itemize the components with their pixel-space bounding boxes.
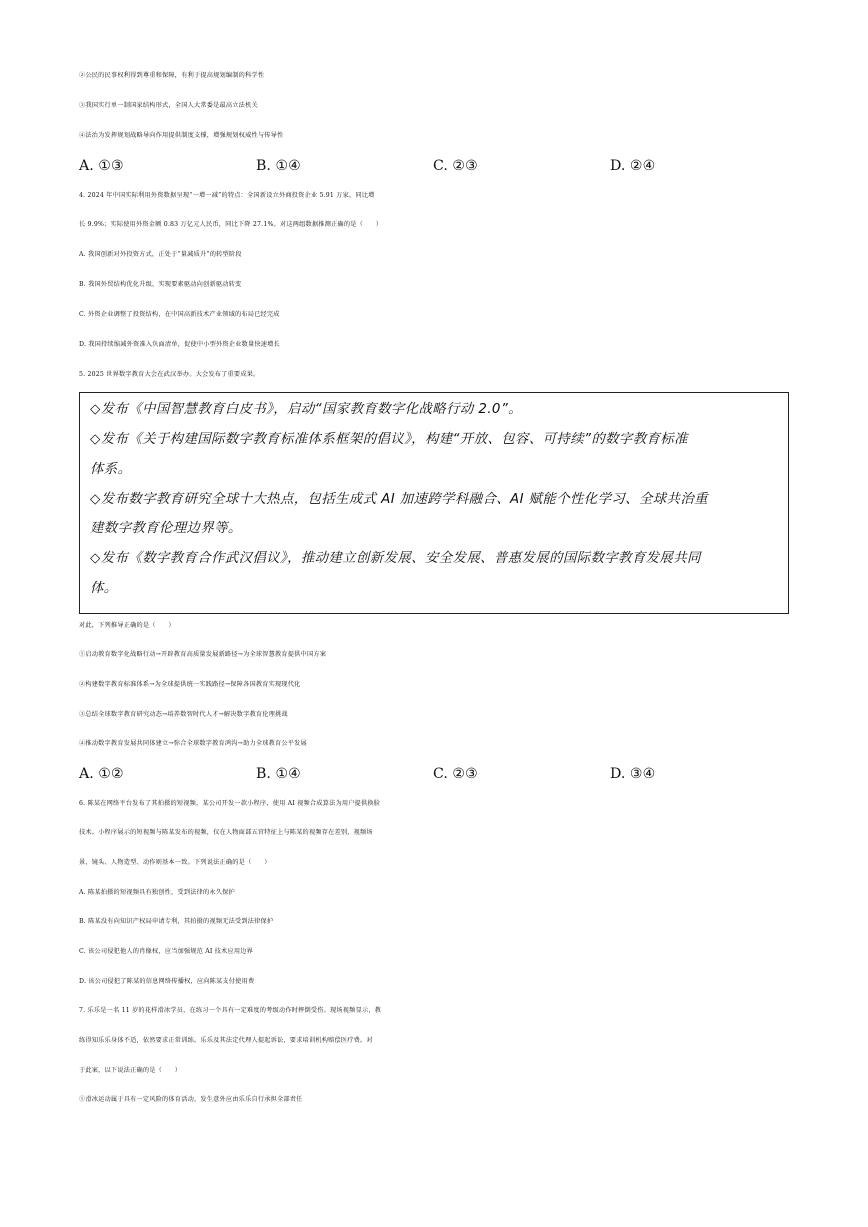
q3-option-d[interactable]: D. ②④ [610,158,656,174]
q5-statement-3: ③总结全球数字教育研究动态→培养数智时代人才→解决数字教育伦理挑战 [79,711,288,718]
q5-box-line-3: 体系。 [90,462,132,477]
q6-stem-line-2: 技术。小程序展示的短视频与陈某发布的视频，仅在人物面部五官特征上与陈某的视频存在差别，视频场 [79,829,373,836]
q3-statement-4: ④法治为发挥规划战略导向作用提供制度支撑，增强规划权威性与传导性 [79,132,284,139]
q4-stem-line-2: 长 9.9%；实际使用外资金额 0.83 万亿元人民币，同比下降 27.1%。对这两组数据推测正确的是（ ） [79,221,383,228]
q3-statement-3: ③我国实行单一制国家结构形式，全国人大常委是最高立法机关 [79,102,258,109]
q4-stem-line-1: 4. 2024 年中国实际利用外资数据呈现“一增一减”的特点：全国新设立外商投资企业 5.91 万家，同比增 [79,192,375,199]
q3-options [79,156,799,176]
q7-stem-line-2: 练得知乐乐身体不适，依然要求正常训练。乐乐及其法定代理人提起诉讼，要求培训机构赔偿医疗费。对 [79,1037,373,1044]
q4-option-a[interactable]: A. 我国创新对外投资方式，正处于“量减质升”的转型阶段 [79,251,242,258]
q3-option-a[interactable]: A. ①③ [79,158,124,174]
q5-material-box [79,392,789,614]
q5-option-c[interactable]: C. ②③ [433,766,478,782]
q5-statement-4: ④推动数字教育发展共同体建立→弥合全球数字教育鸿沟→助力全球教育公平发展 [79,740,307,747]
q3-option-c[interactable]: C. ②③ [433,158,478,174]
q5-box-line-1: ◇发布《中国智慧教育白皮书》，启动“国家教育数字化战略行动 2.0”。 [90,402,522,417]
q4-option-b[interactable]: B. 我国外贸结构优化升级，实现要素驱动向创新驱动转变 [79,281,242,288]
q4-option-d[interactable]: D. 我国持续缩减外资准入负面清单，促使中小型外资企业数量快速增长 [79,341,280,348]
q5-box-line-4: ◇发布数字教育研究全球十大热点，包括生成式 AI 加速跨学科融合、AI 赋能个性化学习、全球共治重 [90,492,708,507]
q4-option-c[interactable]: C. 外资企业调整了投资结构，在中国高新技术产业领域的布局已经完成 [79,311,280,318]
q5-box-line-2: ◇发布《关于构建国际数字教育标准体系框架的倡议》，构建“开放、包容、可持续”的数字教育标准 [90,432,688,447]
q5-box-line-7: 体。 [90,581,118,596]
q5-statement-2: ②构建数字教育标准体系→为全球提供统一实践路径→保障各国教育实现现代化 [79,681,301,688]
q6-option-a[interactable]: A. 陈某拍摄的短视频具有独创性，受到法律的永久保护 [79,889,235,896]
q6-option-d[interactable]: D. 该公司侵犯了陈某的信息网络传播权，应向陈某支付使用费 [79,978,255,985]
q7-stem-line-3: 于此案，以下说法正确的是（ ） [79,1067,182,1074]
q5-option-d[interactable]: D. ③④ [610,766,656,782]
q7-statement-1: ①滑冰运动属于具有一定风险的体育活动，发生意外应由乐乐自行承担全部责任 [79,1096,303,1103]
q6-option-b[interactable]: B. 陈某没有向知识产权局申请专利，其拍摄的视频无法受到法律保护 [79,918,274,925]
q7-stem-line-1: 7. 乐乐是一名 11 岁的花样滑冰学员，在练习一个具有一定难度的考级动作时摔倒受伤。现场视频显示，教 [79,1007,382,1014]
q5-options [79,764,799,784]
q5-box-line-5: 建数字教育伦理边界等。 [90,521,242,536]
q5-box-line-6: ◇发布《数字教育合作武汉倡议》，推动建立创新发展、安全发展、普惠发展的国际数字教育发展共同 [90,551,701,566]
q5-stem: 5. 2025 世界数字教育大会在武汉举办。大会发布了重要成果。 [79,371,260,378]
q3-option-b[interactable]: B. ①④ [256,158,301,174]
q5-option-b[interactable]: B. ①④ [256,766,301,782]
q6-option-c[interactable]: C. 该公司侵犯他人的肖像权，应当加强规范 AI 技术应用边界 [79,948,253,955]
q5-statement-1: ①启动教育数字化战略行动→开辟教育高质量发展新路径→为全球智慧教育提供中国方案 [79,651,327,658]
q6-stem-line-1: 6. 陈某在网络平台发布了其拍摄的短视频，某公司开发一款小程序，使用 AI 视频合成算法为用户提供换脸 [79,800,381,807]
q5-option-a[interactable]: A. ①② [79,766,124,782]
q6-stem-line-3: 景、镜头、人物造型、动作则基本一致。下列说法正确的是（ ） [79,859,271,866]
q3-statement-2: ②公民的民事权利得到尊重和保障，有利于提高规划编制的科学性 [79,72,265,79]
q5-prompt: 对此，下列推导正确的是（ ） [79,622,175,629]
